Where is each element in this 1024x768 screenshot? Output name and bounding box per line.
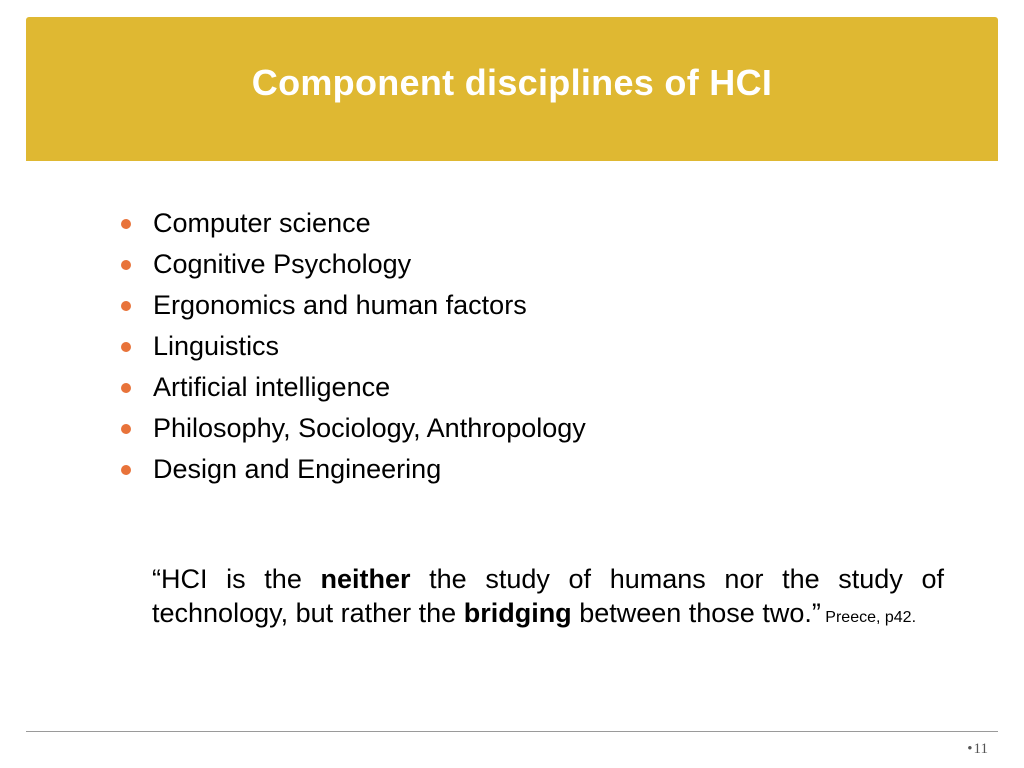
title-banner (26, 17, 998, 161)
list-item (121, 367, 586, 408)
bullet-dot-icon (121, 424, 131, 434)
quote-text-2: the study of humans nor the study of technology, but rather the (152, 564, 944, 628)
bullet-dot-icon (121, 301, 131, 311)
bullet-dot-icon (121, 219, 131, 229)
bullet-dot-icon (121, 342, 131, 352)
list-item (121, 408, 586, 449)
list-item (121, 244, 586, 285)
page-number-bullet: • (967, 741, 973, 757)
footer-divider (26, 731, 998, 732)
bullet-text: Cognitive Psychology (153, 249, 412, 279)
bullet-text: Philosophy, Sociology, Anthropology (153, 413, 586, 443)
quote-emphasis-bridging: bridging (463, 598, 572, 628)
list-item (121, 326, 586, 367)
quote-text-3: between those two.” (571, 598, 821, 628)
hci-definition-quote (152, 562, 944, 635)
quote-citation: Preece, p42. (820, 609, 917, 626)
page-number (967, 741, 988, 758)
quote-emphasis-neither: neither (320, 564, 411, 594)
bullet-dot-icon (121, 260, 131, 270)
page-number-value: 11 (973, 741, 988, 757)
bullet-list (121, 203, 586, 490)
bullet-text: Design and Engineering (153, 454, 442, 484)
bullet-dot-icon (121, 383, 131, 393)
list-item (121, 203, 586, 244)
quote-text-1: “HCI is the (152, 564, 321, 594)
slide-title: Component disciplines of HCI (251, 62, 773, 103)
list-item (121, 449, 586, 490)
bullet-text: Ergonomics and human factors (153, 290, 527, 320)
list-item (121, 285, 586, 326)
bullet-dot-icon (121, 465, 131, 475)
bullet-text: Artificial intelligence (153, 372, 391, 402)
bullet-text: Computer science (153, 208, 371, 238)
bullet-text: Linguistics (153, 331, 280, 361)
